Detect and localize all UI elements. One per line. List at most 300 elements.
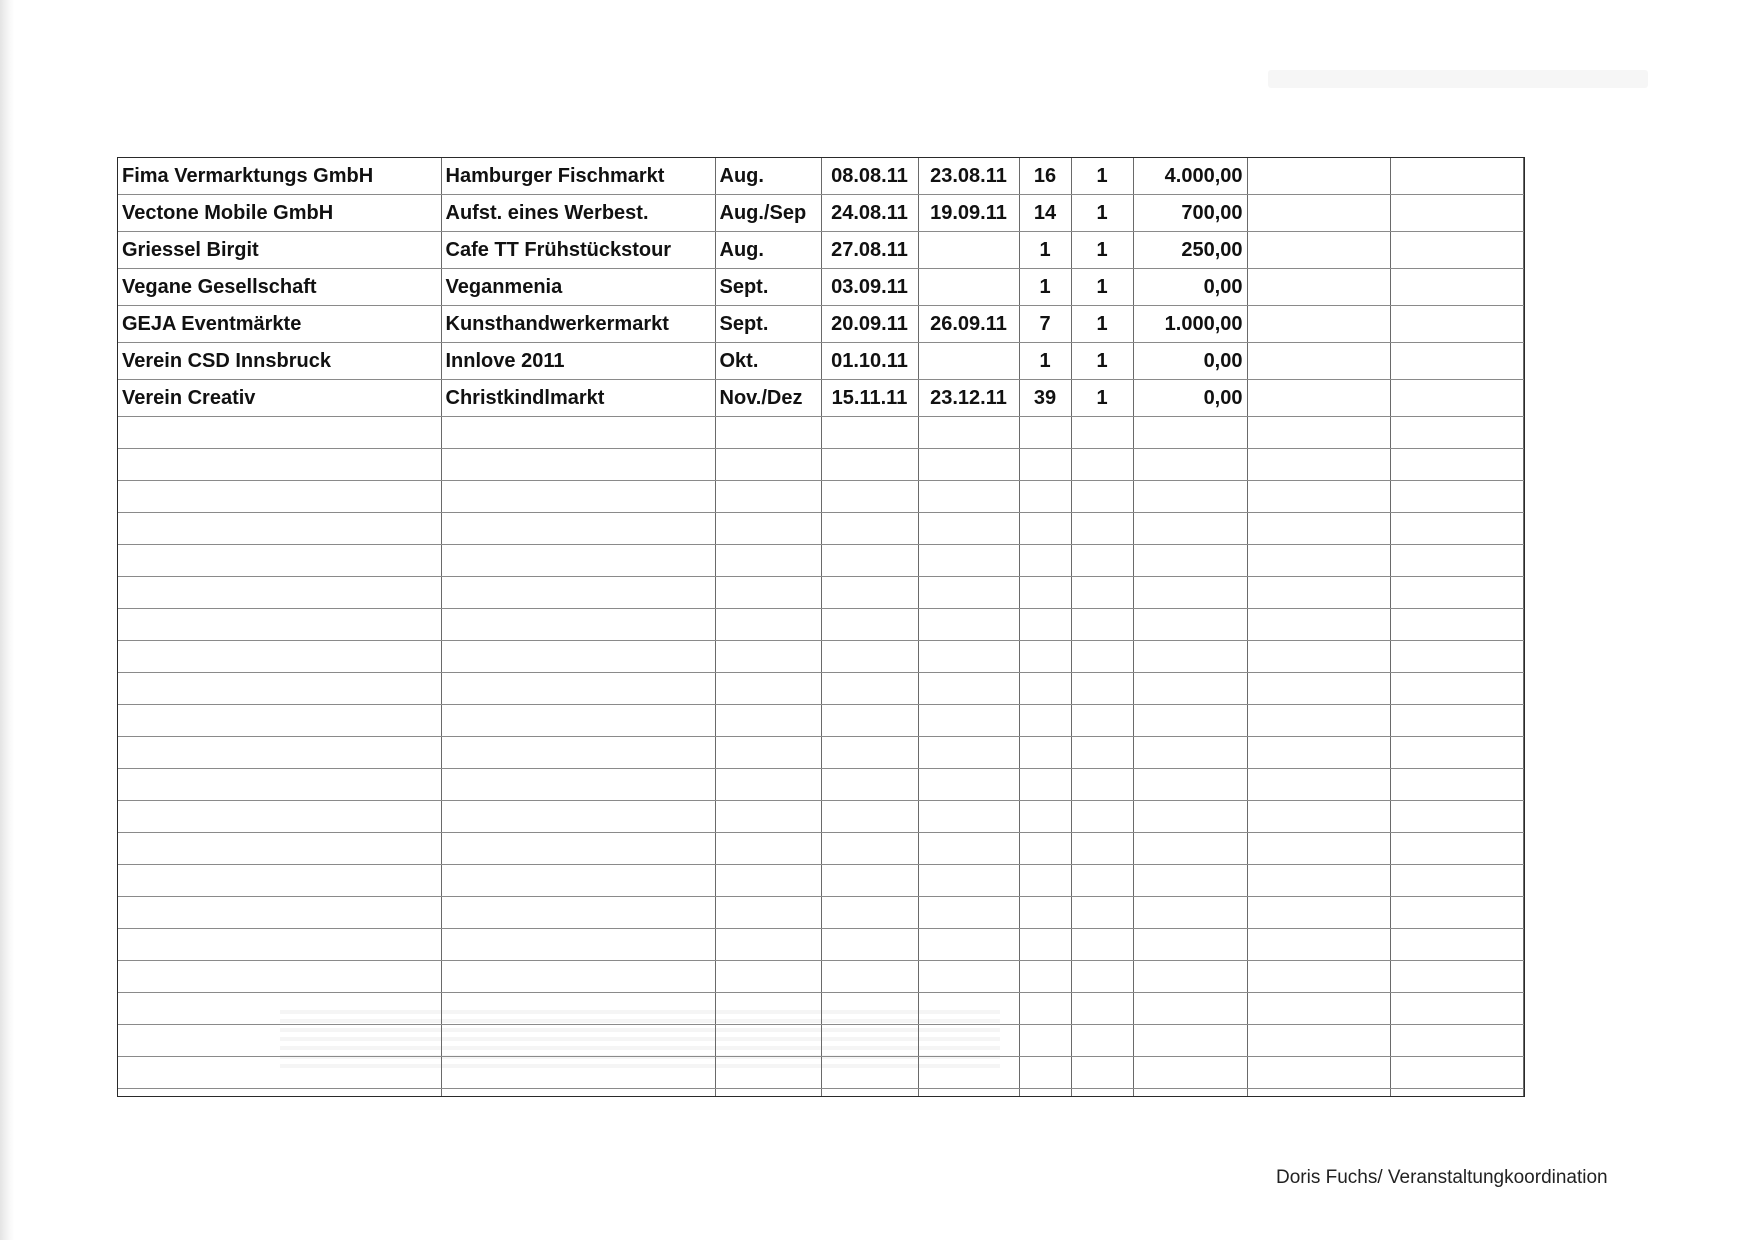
amount-cell: 1.000,00 — [1133, 306, 1247, 343]
blank-cell — [1133, 1089, 1247, 1098]
blank-cell — [1390, 343, 1523, 380]
blank-cell — [1071, 1089, 1133, 1098]
event-cell: Kunsthandwerkermarkt — [441, 306, 715, 343]
blank-cell — [1390, 609, 1523, 641]
empty-row — [118, 1089, 1523, 1098]
blank-cell — [918, 513, 1019, 545]
blank-cell — [1019, 801, 1071, 833]
blank-cell — [118, 609, 441, 641]
blank-cell — [1071, 481, 1133, 513]
empty-row — [118, 801, 1523, 833]
count-cell: 1 — [1071, 232, 1133, 269]
blank-cell — [918, 609, 1019, 641]
blank-cell — [1390, 269, 1523, 306]
event-cell: Hamburger Fischmarkt — [441, 158, 715, 195]
blank-cell — [715, 481, 821, 513]
blank-cell — [821, 961, 918, 993]
end-date-cell — [918, 269, 1019, 306]
month-cell: Sept. — [715, 269, 821, 306]
blank-cell — [821, 481, 918, 513]
blank-cell — [1390, 417, 1523, 449]
blank-cell — [821, 737, 918, 769]
blank-cell — [918, 961, 1019, 993]
blank-cell — [918, 993, 1019, 1025]
blank-cell — [118, 545, 441, 577]
blank-cell — [1071, 801, 1133, 833]
empty-row — [118, 705, 1523, 737]
blank-cell — [715, 673, 821, 705]
blank-cell — [118, 833, 441, 865]
empty-row — [118, 449, 1523, 481]
blank-cell — [118, 801, 441, 833]
blank-cell — [1247, 641, 1390, 673]
blank-cell — [1133, 833, 1247, 865]
event-cell: Veganmenia — [441, 269, 715, 306]
blank-cell — [715, 417, 821, 449]
blank-cell — [821, 673, 918, 705]
blank-cell — [821, 833, 918, 865]
event-cell: Christkindlmarkt — [441, 380, 715, 417]
blank-cell — [1071, 577, 1133, 609]
blank-cell — [1133, 417, 1247, 449]
blank-cell — [1390, 1089, 1523, 1098]
amount-cell: 0,00 — [1133, 343, 1247, 380]
blank-cell — [821, 705, 918, 737]
blank-cell — [1247, 609, 1390, 641]
blank-cell — [1390, 481, 1523, 513]
blank-cell — [1019, 769, 1071, 801]
blank-cell — [118, 1089, 441, 1098]
blank-cell — [1071, 833, 1133, 865]
blank-cell — [1071, 641, 1133, 673]
blank-cell — [441, 769, 715, 801]
end-date-cell — [918, 232, 1019, 269]
blank-cell — [441, 641, 715, 673]
blank-cell — [1133, 993, 1247, 1025]
blank-cell — [821, 1057, 918, 1089]
blank-cell — [1247, 481, 1390, 513]
blank-cell — [1390, 865, 1523, 897]
blank-cell — [1247, 897, 1390, 929]
blank-cell — [918, 865, 1019, 897]
blank-cell — [1019, 961, 1071, 993]
blank-cell — [1390, 705, 1523, 737]
end-date-cell: 19.09.11 — [918, 195, 1019, 232]
table-row — [118, 158, 1523, 195]
blank-cell — [441, 993, 715, 1025]
blank-cell — [821, 545, 918, 577]
blank-cell — [918, 769, 1019, 801]
amount-cell: 0,00 — [1133, 269, 1247, 306]
blank-cell — [1071, 865, 1133, 897]
blank-cell — [118, 513, 441, 545]
blank-cell — [715, 513, 821, 545]
start-date-cell: 01.10.11 — [821, 343, 918, 380]
blank-cell — [918, 673, 1019, 705]
blank-cell — [1071, 609, 1133, 641]
blank-cell — [1133, 577, 1247, 609]
blank-cell — [918, 449, 1019, 481]
count-cell: 1 — [1071, 343, 1133, 380]
blank-cell — [918, 929, 1019, 961]
blank-cell — [1071, 897, 1133, 929]
blank-cell — [1247, 865, 1390, 897]
blank-cell — [918, 481, 1019, 513]
blank-cell — [1133, 513, 1247, 545]
empty-row — [118, 769, 1523, 801]
blank-cell — [118, 993, 441, 1025]
empty-row — [118, 417, 1523, 449]
amount-cell: 250,00 — [1133, 232, 1247, 269]
blank-cell — [1390, 993, 1523, 1025]
blank-cell — [1390, 577, 1523, 609]
blank-cell — [118, 705, 441, 737]
blank-cell — [1019, 929, 1071, 961]
month-cell: Okt. — [715, 343, 821, 380]
blank-cell — [1247, 929, 1390, 961]
empty-row — [118, 865, 1523, 897]
blank-cell — [918, 833, 1019, 865]
blank-cell — [118, 929, 441, 961]
blank-cell — [1247, 673, 1390, 705]
blank-cell — [118, 897, 441, 929]
blank-cell — [441, 417, 715, 449]
blank-cell — [1247, 577, 1390, 609]
blank-cell — [441, 609, 715, 641]
blank-cell — [821, 897, 918, 929]
blank-cell — [1019, 705, 1071, 737]
blank-cell — [1390, 961, 1523, 993]
blank-cell — [918, 417, 1019, 449]
blank-cell — [1390, 380, 1523, 417]
count-cell: 1 — [1071, 158, 1133, 195]
blank-cell — [715, 737, 821, 769]
days-cell: 16 — [1019, 158, 1071, 195]
month-cell: Sept. — [715, 306, 821, 343]
blank-cell — [1247, 705, 1390, 737]
blank-cell — [441, 897, 715, 929]
blank-cell — [441, 481, 715, 513]
blank-cell — [1019, 865, 1071, 897]
blank-cell — [441, 449, 715, 481]
blank-cell — [1247, 769, 1390, 801]
blank-cell — [118, 1025, 441, 1057]
blank-cell — [1071, 929, 1133, 961]
blank-cell — [715, 929, 821, 961]
blank-cell — [918, 1057, 1019, 1089]
blank-cell — [918, 577, 1019, 609]
blank-cell — [1247, 833, 1390, 865]
blank-cell — [715, 705, 821, 737]
blank-cell — [1071, 417, 1133, 449]
scan-left-edge — [0, 0, 14, 1240]
blank-cell — [715, 897, 821, 929]
blank-cell — [118, 577, 441, 609]
start-date-cell: 15.11.11 — [821, 380, 918, 417]
blank-cell — [1133, 641, 1247, 673]
days-cell: 1 — [1019, 269, 1071, 306]
blank-cell — [821, 1025, 918, 1057]
blank-cell — [821, 993, 918, 1025]
blank-cell — [118, 737, 441, 769]
blank-cell — [1133, 1025, 1247, 1057]
blank-cell — [715, 641, 821, 673]
empty-row — [118, 609, 1523, 641]
end-date-cell: 23.08.11 — [918, 158, 1019, 195]
blank-cell — [821, 449, 918, 481]
blank-cell — [1133, 961, 1247, 993]
blank-cell — [1390, 306, 1523, 343]
blank-cell — [441, 1025, 715, 1057]
blank-cell — [1133, 929, 1247, 961]
blank-cell — [715, 993, 821, 1025]
blank-cell — [1019, 417, 1071, 449]
empty-row — [118, 833, 1523, 865]
blank-cell — [118, 673, 441, 705]
blank-cell — [1390, 673, 1523, 705]
blank-cell — [441, 737, 715, 769]
blank-cell — [715, 961, 821, 993]
blank-cell — [441, 865, 715, 897]
blank-cell — [118, 417, 441, 449]
blank-cell — [918, 641, 1019, 673]
blank-cell — [441, 545, 715, 577]
company-cell: Verein Creativ — [118, 380, 441, 417]
table-row — [118, 195, 1523, 232]
blank-cell — [1247, 801, 1390, 833]
blank-cell — [441, 577, 715, 609]
company-cell: Vectone Mobile GmbH — [118, 195, 441, 232]
blank-cell — [715, 545, 821, 577]
blank-cell — [821, 641, 918, 673]
month-cell: Aug./Sep — [715, 195, 821, 232]
event-cell: Aufst. eines Werbest. — [441, 195, 715, 232]
blank-cell — [1133, 545, 1247, 577]
empty-row — [118, 961, 1523, 993]
blank-cell — [1133, 705, 1247, 737]
blank-cell — [1133, 673, 1247, 705]
days-cell: 7 — [1019, 306, 1071, 343]
blank-cell — [821, 929, 918, 961]
blank-cell — [821, 577, 918, 609]
events-table — [117, 157, 1525, 1097]
blank-cell — [821, 801, 918, 833]
blank-cell — [1133, 609, 1247, 641]
blank-cell — [1247, 343, 1390, 380]
days-cell: 1 — [1019, 343, 1071, 380]
blank-cell — [918, 1089, 1019, 1098]
blank-cell — [1019, 737, 1071, 769]
blank-cell — [1071, 1057, 1133, 1089]
blank-cell — [1071, 769, 1133, 801]
blank-cell — [1247, 1025, 1390, 1057]
blank-cell — [1390, 641, 1523, 673]
blank-cell — [821, 865, 918, 897]
amount-cell: 700,00 — [1133, 195, 1247, 232]
blank-cell — [1133, 449, 1247, 481]
blank-cell — [441, 929, 715, 961]
blank-cell — [1071, 545, 1133, 577]
footer-signature: Doris Fuchs/ Veranstaltungkoordination — [1276, 1167, 1608, 1188]
blank-cell — [1019, 897, 1071, 929]
table-row — [118, 306, 1523, 343]
blank-cell — [1390, 449, 1523, 481]
empty-row — [118, 897, 1523, 929]
blank-cell — [1390, 897, 1523, 929]
blank-cell — [715, 449, 821, 481]
start-date-cell: 20.09.11 — [821, 306, 918, 343]
empty-row — [118, 545, 1523, 577]
table-row — [118, 343, 1523, 380]
blank-cell — [1247, 513, 1390, 545]
blank-cell — [118, 769, 441, 801]
empty-row — [118, 641, 1523, 673]
blank-cell — [118, 865, 441, 897]
blank-cell — [715, 609, 821, 641]
blank-cell — [1390, 232, 1523, 269]
blank-cell — [441, 833, 715, 865]
blank-cell — [1019, 1057, 1071, 1089]
blank-cell — [441, 705, 715, 737]
blank-cell — [441, 961, 715, 993]
blank-cell — [441, 673, 715, 705]
days-cell: 39 — [1019, 380, 1071, 417]
blank-cell — [918, 705, 1019, 737]
blank-cell — [918, 737, 1019, 769]
blank-cell — [918, 801, 1019, 833]
blank-cell — [1133, 801, 1247, 833]
event-cell: Cafe TT Frühstückstour — [441, 232, 715, 269]
blank-cell — [1247, 545, 1390, 577]
blank-cell — [918, 545, 1019, 577]
blank-cell — [1019, 1089, 1071, 1098]
blank-cell — [1133, 481, 1247, 513]
blank-cell — [715, 1089, 821, 1098]
blank-cell — [1247, 961, 1390, 993]
blank-cell — [821, 769, 918, 801]
blank-cell — [1247, 232, 1390, 269]
scan-bleed-through — [1268, 70, 1648, 88]
blank-cell — [1390, 801, 1523, 833]
blank-cell — [715, 1057, 821, 1089]
blank-cell — [1247, 737, 1390, 769]
blank-cell — [1019, 449, 1071, 481]
blank-cell — [1247, 195, 1390, 232]
count-cell: 1 — [1071, 380, 1133, 417]
month-cell: Aug. — [715, 232, 821, 269]
empty-row — [118, 577, 1523, 609]
blank-cell — [1071, 993, 1133, 1025]
blank-cell — [118, 641, 441, 673]
company-cell: Vegane Gesellschaft — [118, 269, 441, 306]
blank-cell — [1247, 269, 1390, 306]
blank-cell — [821, 417, 918, 449]
blank-cell — [1390, 929, 1523, 961]
blank-cell — [1019, 993, 1071, 1025]
blank-cell — [1071, 513, 1133, 545]
events-grid — [118, 158, 1524, 1097]
blank-cell — [1390, 513, 1523, 545]
blank-cell — [1019, 833, 1071, 865]
blank-cell — [1247, 1057, 1390, 1089]
blank-cell — [118, 481, 441, 513]
start-date-cell: 08.08.11 — [821, 158, 918, 195]
blank-cell — [1390, 195, 1523, 232]
blank-cell — [1019, 481, 1071, 513]
blank-cell — [1019, 673, 1071, 705]
blank-cell — [1390, 158, 1523, 195]
blank-cell — [715, 1025, 821, 1057]
blank-cell — [1019, 545, 1071, 577]
blank-cell — [1390, 1025, 1523, 1057]
blank-cell — [1247, 1089, 1390, 1098]
blank-cell — [118, 1057, 441, 1089]
empty-row — [118, 929, 1523, 961]
blank-cell — [918, 897, 1019, 929]
blank-cell — [918, 1025, 1019, 1057]
days-cell: 1 — [1019, 232, 1071, 269]
blank-cell — [1247, 380, 1390, 417]
empty-row — [118, 737, 1523, 769]
blank-cell — [1247, 449, 1390, 481]
start-date-cell: 27.08.11 — [821, 232, 918, 269]
count-cell: 1 — [1071, 269, 1133, 306]
event-cell: Innlove 2011 — [441, 343, 715, 380]
blank-cell — [821, 513, 918, 545]
company-cell: GEJA Eventmärkte — [118, 306, 441, 343]
blank-cell — [118, 449, 441, 481]
company-cell: Griessel Birgit — [118, 232, 441, 269]
blank-cell — [1390, 1057, 1523, 1089]
month-cell: Aug. — [715, 158, 821, 195]
blank-cell — [1390, 545, 1523, 577]
blank-cell — [1071, 737, 1133, 769]
empty-row — [118, 513, 1523, 545]
end-date-cell — [918, 343, 1019, 380]
blank-cell — [1133, 737, 1247, 769]
blank-cell — [441, 1057, 715, 1089]
blank-cell — [1390, 833, 1523, 865]
blank-cell — [821, 609, 918, 641]
empty-row — [118, 673, 1523, 705]
empty-row — [118, 1025, 1523, 1057]
company-cell: Verein CSD Innsbruck — [118, 343, 441, 380]
blank-cell — [715, 833, 821, 865]
end-date-cell: 26.09.11 — [918, 306, 1019, 343]
days-cell: 14 — [1019, 195, 1071, 232]
blank-cell — [1019, 609, 1071, 641]
amount-cell: 4.000,00 — [1133, 158, 1247, 195]
blank-cell — [1071, 449, 1133, 481]
blank-cell — [1390, 737, 1523, 769]
table-row — [118, 380, 1523, 417]
table-row — [118, 232, 1523, 269]
count-cell: 1 — [1071, 306, 1133, 343]
blank-cell — [715, 865, 821, 897]
empty-row — [118, 481, 1523, 513]
blank-cell — [1247, 306, 1390, 343]
blank-cell — [1019, 577, 1071, 609]
blank-cell — [1019, 1025, 1071, 1057]
blank-cell — [1019, 513, 1071, 545]
start-date-cell: 24.08.11 — [821, 195, 918, 232]
blank-cell — [1071, 673, 1133, 705]
company-cell: Fima Vermarktungs GmbH — [118, 158, 441, 195]
blank-cell — [441, 513, 715, 545]
blank-cell — [1019, 641, 1071, 673]
empty-row — [118, 1057, 1523, 1089]
blank-cell — [1071, 1025, 1133, 1057]
